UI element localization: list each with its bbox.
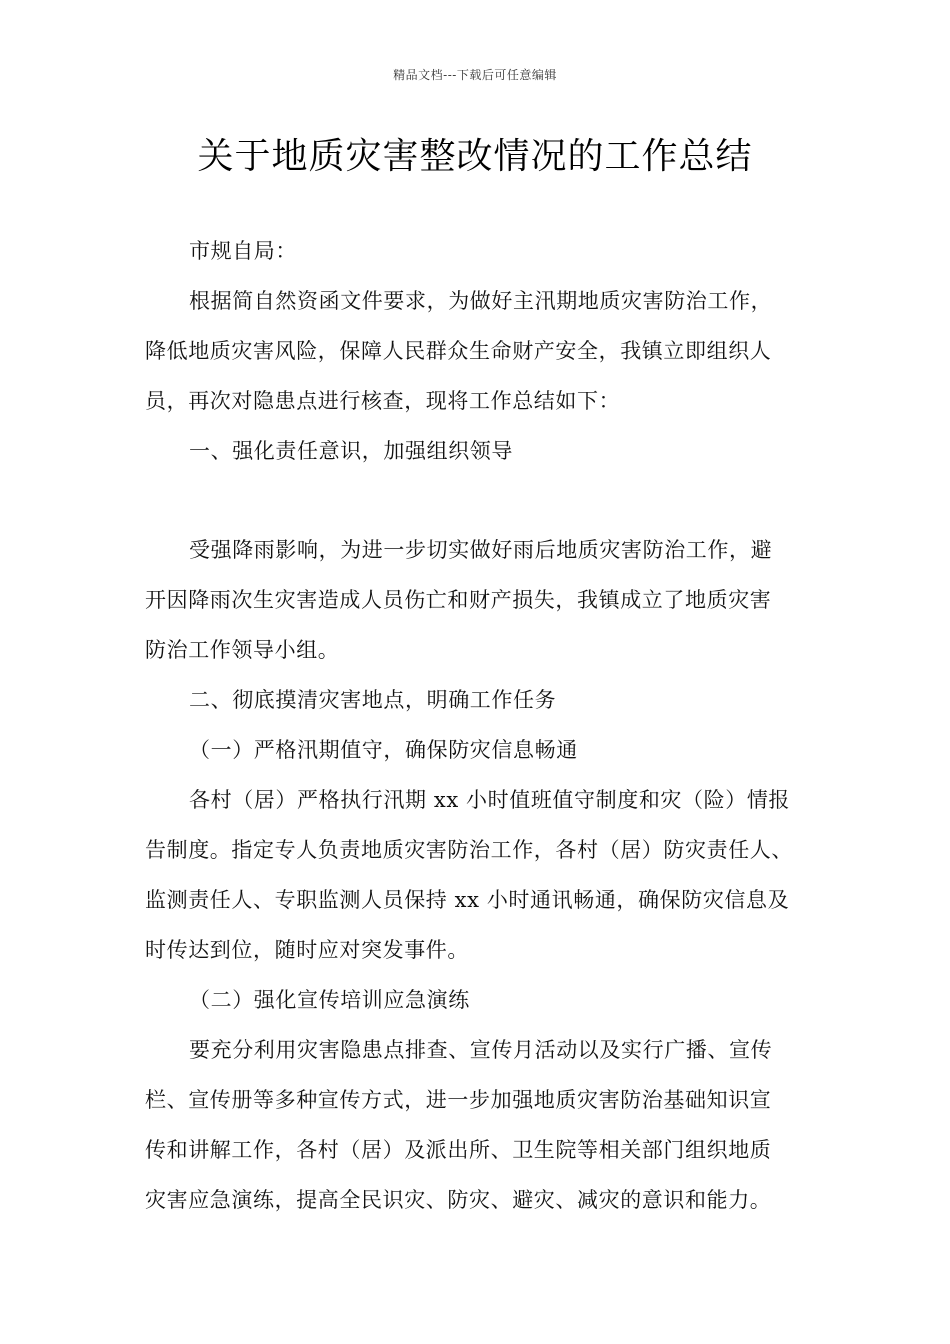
section-1-heading: 一、强化责任意识，加强组织领导: [189, 439, 513, 463]
header-note: 精品文档---下载后可任意编辑: [393, 68, 557, 82]
subsection-1-line: 监测责任人、专职监测人员保持 xx 小时通讯畅通，确保防灾信息及: [145, 888, 790, 912]
intro-line: 根据简自然资函文件要求，为做好主汛期地质灾害防治工作，: [189, 289, 773, 313]
section-2-heading: 二、彻底摸清灾害地点，明确工作任务: [189, 688, 557, 712]
subsection-1-line: 各村（居）严格执行汛期 xx 小时值班值守制度和灾（险）情报: [189, 788, 791, 812]
section-1-line: 受强降雨影响，为进一步切实做好雨后地质灾害防治工作，避: [189, 538, 773, 562]
section-1-line: 防治工作领导小组。: [145, 638, 340, 662]
subsection-1-line: 告制度。指定专人负责地质灾害防治工作，各村（居）防灾责任人、: [145, 838, 793, 862]
intro-line: 降低地质灾害风险，保障人民群众生命财产安全，我镇立即组织人: [145, 339, 772, 363]
subsection-2-line: 栏、宣传册等多种宣传方式，进一步加强地质灾害防治基础知识宣: [145, 1088, 772, 1112]
section-1-line: 开因降雨次生灾害造成人员伤亡和财产损失，我镇成立了地质灾害: [145, 588, 772, 612]
salutation: 市规自局：: [189, 239, 297, 263]
subsection-2-heading: （二）强化宣传培训应急演练: [189, 988, 470, 1012]
intro-line: 员，再次对隐患点进行核查，现将工作总结如下：: [145, 389, 621, 413]
subsection-1-line: 时传达到位，随时应对突发事件。: [145, 938, 469, 962]
body-block-2: [145, 525, 810, 1225]
subsection-1-heading: （一）严格汛期值守，确保防灾信息畅通: [189, 738, 578, 762]
body-block-1: [145, 226, 810, 476]
subsection-2-line: 要充分利用灾害隐患点排查、宣传月活动以及实行广播、宣传: [189, 1038, 773, 1062]
subsection-2-line: 传和讲解工作，各村（居）及派出所、卫生院等相关部门组织地质: [145, 1138, 772, 1162]
document-title: 关于地质灾害整改情况的工作总结: [197, 136, 753, 177]
subsection-2-line: 灾害应急演练，提高全民识灾、防灾、避灾、减灾的意识和能力。: [145, 1188, 772, 1212]
